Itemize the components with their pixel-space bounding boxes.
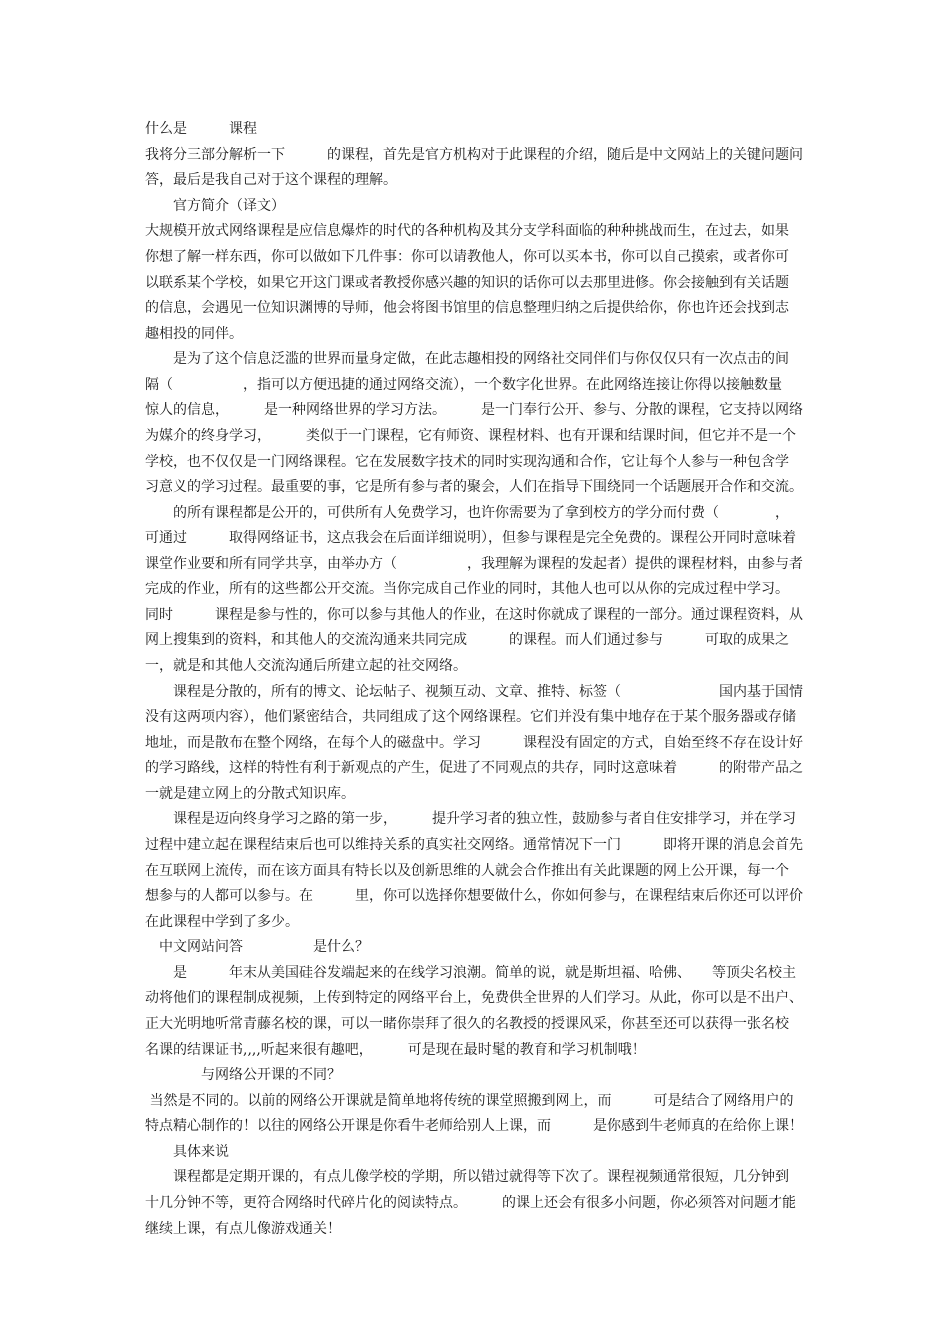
paragraph-line: 为媒介的终身学习， 类似于一门课程，它有师资、课程材料、也有开课和结课时间，但它并不是一个 bbox=[145, 428, 796, 444]
paragraph-line: 十几分钟不等，更符合网络时代碎片化的阅读特点。 的课上还会有很多小问题，你必须答对问题才能 bbox=[145, 1195, 796, 1211]
paragraph-line: 想参与的人都可以参与。在 里，你可以选择你想要做什么，你如何参与，在课程结束后你还可以评价 bbox=[145, 888, 803, 904]
paragraph-line: 网上搜集到的资料，和其他人的交流沟通来共同完成 的课程。而人们通过参与 可取的成果之 bbox=[145, 632, 789, 648]
paragraph-line: 大规模开放式网络课程是应信息爆炸的时代的各种机构及其分支学科面临的种种挑战而生，在过去，如果 bbox=[145, 223, 789, 239]
paragraph-line: 课堂作业要和所有同学共享，由举办方（ ，我理解为课程的发起者）提供的课程材料，由参与者 bbox=[145, 556, 803, 572]
doc-title: 什么是 课程 bbox=[145, 121, 257, 137]
paragraph-line: 正大光明地听常青藤名校的课，可以一睹你崇拜了很久的名教授的授课风采，你甚至还可以获得一张名校 bbox=[145, 1016, 789, 1032]
section-heading: 具体来说 bbox=[145, 1144, 229, 1160]
paragraph-line: 你想了解一样东西，你可以做如下几件事：你可以请教他人，你可以买本书，你可以自己摸索，或者你可 bbox=[145, 249, 789, 265]
section-heading: 与网络公开课的不同？ bbox=[145, 1067, 341, 1083]
paragraph-line: 课程是迈向终身学习之路的第一步， 提升学习者的独立性，鼓励参与者自住安排学习，并在学习 bbox=[145, 811, 796, 827]
paragraph-line: 答，最后是我自己对于这个课程的理解。 bbox=[145, 172, 397, 188]
paragraph-line: 惊人的信息， 是一种网络世界的学习方法。 是一门奉行公开、参与、分散的课程，它支持以网络 bbox=[145, 402, 803, 418]
paragraph-line: 我将分三部分解析一下 的课程，首先是官方机构对于此课程的介绍，随后是中文网站上的关键问题问 bbox=[145, 147, 803, 163]
paragraph-line: 趣相投的同伴。 bbox=[145, 326, 243, 342]
paragraph-line: 地址，而是散布在整个网络，在每个人的磁盘中。学习 课程没有固定的方式，自始至终不存在设计好 bbox=[145, 735, 803, 751]
paragraph-line: 隔（ ，指可以方便迅捷的通过网络交流），一个数字化世界。在此网络连接让你得以接触数量 bbox=[145, 377, 782, 393]
paragraph-line: 一就是建立网上的分散式知识库。 bbox=[145, 786, 355, 802]
paragraph-line: 课程是分散的，所有的博文、论坛帖子、视频互动、文章、推特、标签（ 国内基于国情 bbox=[145, 684, 803, 700]
paragraph-line: 没有这两项内容），他们紧密结合，共同组成了这个网络课程。它们并没有集中地存在于某个服务器或存储 bbox=[145, 709, 796, 725]
paragraph-line: 是 年末从美国硅谷发端起来的在线学习浪潮。简单的说，就是斯坦福、哈佛、 等顶尖名校主 bbox=[145, 965, 796, 981]
paragraph-line: 动将他们的课程制成视频，上传到特定的网络平台上，免费供全世界的人们学习。从此，你可以是不出户、 bbox=[145, 990, 803, 1006]
paragraph-line: 一，就是和其他人交流沟通后所建立起的社交网络。 bbox=[145, 658, 467, 674]
paragraph-line: 在互联网上流传，而在该方面具有特长以及创新思维的人就会合作推出有关此课题的网上公开课，每一个 bbox=[145, 863, 789, 879]
paragraph-line: 习意义的学习过程。最重要的事，它是所有参与者的聚会，人们在指导下围绕同一个话题展开合作和交流。 bbox=[145, 479, 803, 495]
paragraph-line: 的所有课程都是公开的，可供所有人免费学习，也许你需要为了拿到校方的学分而付费（ ， bbox=[145, 505, 789, 521]
paragraph-line: 以联系某个学校，如果它开这门课或者教授你感兴趣的知识的话你可以去那里进修。你会接触到有关话题 bbox=[145, 275, 789, 291]
paragraph-line: 特点精心制作的！以往的网络公开课是你看牛老师给别人上课，而 是你感到牛老师真的在给你上课！ bbox=[145, 1118, 803, 1134]
section-heading: 中文网站问答 是什么？ bbox=[145, 939, 369, 955]
paragraph-line: 的信息，会遇见一位知识渊博的导师，他会将图书馆里的信息整理归纳之后提供给你，你也许还会找到志 bbox=[145, 300, 789, 316]
paragraph-line: 是为了这个信息泛滥的世界而量身定做，在此志趣相投的网络社交同伴们与你仅仅只有一次点击的间 bbox=[145, 351, 789, 367]
paragraph-line: 完成的作业，所有的这些都公开交流。当你完成自己作业的同时，其他人也可以从你的完成过程中学习。 bbox=[145, 581, 789, 597]
paragraph-line: 可通过 取得网络证书，这点我会在后面详细说明），但参与课程是完全免费的。课程公开同时意味着 bbox=[145, 530, 796, 546]
paragraph-line: 过程中建立起在课程结束后也可以维持关系的真实社交网络。通常情况下一门 即将开课的消息会首先 bbox=[145, 837, 803, 853]
paragraph-line: 名课的结课证书,,,,听起来很有趣吧， 可是现在最时髦的教育和学习机制哦！ bbox=[145, 1042, 646, 1058]
paragraph-line: 同时 课程是参与性的，你可以参与其他人的作业，在这时你就成了课程的一部分。通过课程资料，从 bbox=[145, 607, 803, 623]
paragraph-line: 当然是不同的。以前的网络公开课就是简单地将传统的课堂照搬到网上，而 可是结合了网络用户的 bbox=[145, 1093, 794, 1109]
paragraph-line: 的学习路线，这样的特性有利于新观点的产生，促进了不同观点的共存，同时这意味着 的附带产品之 bbox=[145, 760, 803, 776]
paragraph-line: 继续上课，有点儿像游戏通关！ bbox=[145, 1221, 341, 1237]
section-heading: 官方简介（译文） bbox=[145, 198, 285, 214]
paragraph-line: 课程都是定期开课的，有点儿像学校的学期，所以错过就得等下次了。课程视频通常很短，几分钟到 bbox=[145, 1169, 789, 1185]
paragraph-line: 学校，也不仅仅是一门网络课程。它在发展数字技术的同时实现沟通和合作，它让每个人参与一种包含学 bbox=[145, 454, 789, 470]
paragraph-line: 在此课程中学到了多少。 bbox=[145, 914, 299, 930]
